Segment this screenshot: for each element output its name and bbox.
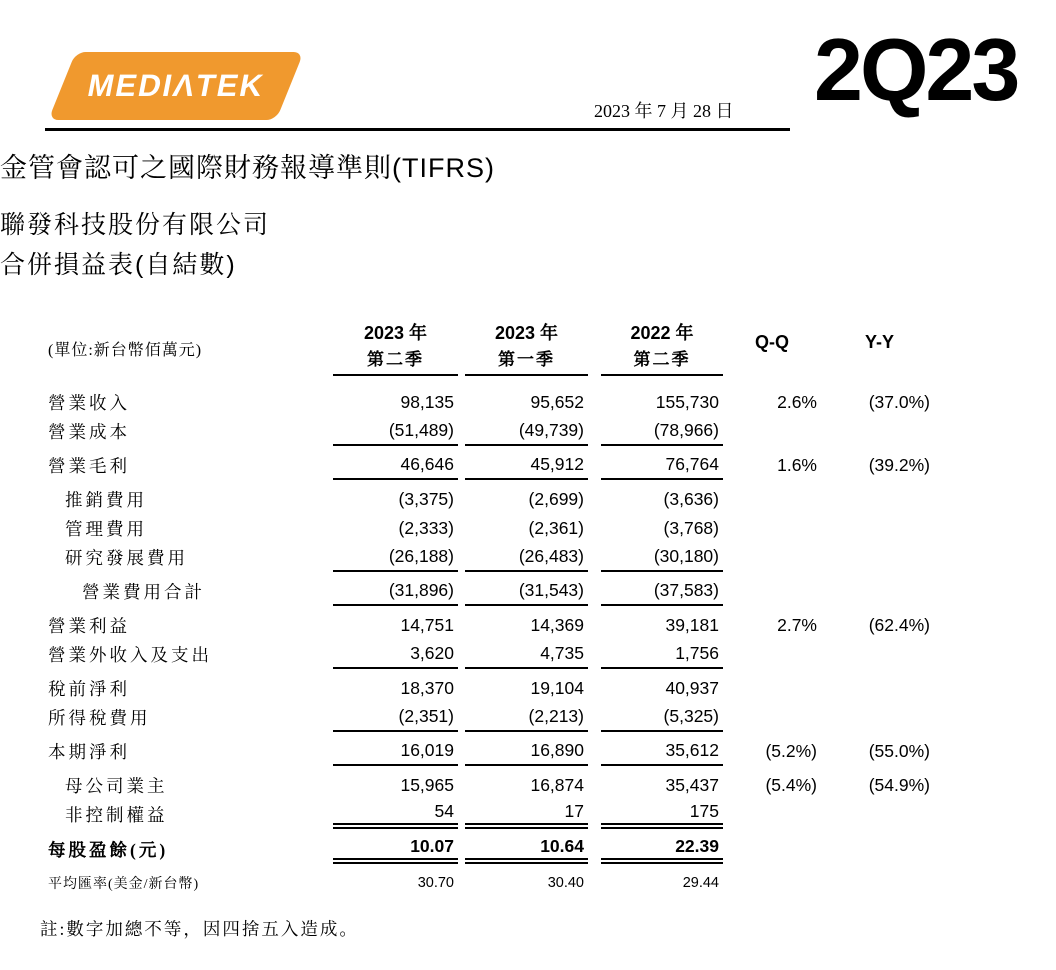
value-cell-c2: (2,699) [528, 489, 584, 509]
table-row [48, 835, 938, 864]
table-row [48, 674, 938, 703]
value-cell-c2: 16,890 [465, 737, 588, 766]
report-date: 2023 年 7 月 28 日 [594, 101, 734, 121]
qq-cell [723, 514, 821, 543]
value-cell-c1: 3,620 [333, 640, 458, 669]
value-cell-c3: (37,583) [601, 577, 723, 606]
value-cell-c1: (51,489) [333, 417, 458, 446]
value-cell-c1: (2,333) [398, 518, 454, 538]
value-cell-c2: (31,543) [465, 577, 588, 606]
row-label: 營業費用合計 [82, 582, 205, 602]
unit-label: (單位:新台幣佰萬元) [48, 341, 203, 359]
yy-cell [821, 835, 938, 864]
yy-cell [821, 640, 938, 669]
value-cell-c2: 19,104 [530, 678, 584, 698]
qq-cell: (5.4%) [765, 775, 817, 795]
qq-cell: 1.6% [777, 455, 817, 475]
yy-cell [821, 800, 938, 829]
yy-cell: (37.0%) [868, 392, 930, 412]
column-header-2023q1: 2023 年 第一季 [465, 308, 588, 376]
table-row [48, 577, 938, 606]
value-cell-c1: 30.70 [417, 875, 454, 891]
yy-cell: (54.9%) [868, 775, 930, 795]
value-cell-c1: (2,351) [333, 703, 458, 732]
table-row [48, 543, 938, 572]
yy-cell [821, 674, 938, 703]
row-label: 非控制權益 [65, 805, 168, 825]
yy-cell: (39.2%) [868, 455, 930, 475]
table-row [48, 870, 938, 896]
value-cell-c3: 155,730 [655, 392, 719, 412]
value-cell-c1: (26,188) [333, 543, 458, 572]
value-cell-c3: (3,636) [663, 489, 719, 509]
value-cell-c2: (2,213) [465, 703, 588, 732]
mediatek-logo [48, 52, 303, 120]
value-cell-c3: 29.44 [682, 875, 719, 891]
table-row [48, 514, 938, 543]
row-label: 營業成本 [48, 422, 130, 442]
qq-cell [723, 800, 821, 829]
qq-cell [723, 577, 821, 606]
value-cell-c1: 54 [333, 800, 458, 829]
footnote: 註:數字加總不等，因四捨五入造成。 [40, 919, 359, 939]
value-cell-c1: 18,370 [400, 678, 454, 698]
value-cell-c3: (3,768) [663, 518, 719, 538]
value-cell-c3: (78,966) [601, 417, 723, 446]
value-cell-c2: (2,361) [528, 518, 584, 538]
value-cell-c1: 16,019 [333, 737, 458, 766]
qq-cell: (5.2%) [765, 741, 817, 761]
value-cell-c1: (31,896) [333, 577, 458, 606]
qq-cell [723, 674, 821, 703]
qq-cell [723, 543, 821, 572]
table-row [48, 771, 938, 800]
yy-cell [821, 417, 938, 446]
yy-cell [821, 485, 938, 514]
row-label: 營業外收入及支出 [48, 645, 212, 665]
yy-cell [821, 870, 938, 896]
qq-cell [723, 640, 821, 669]
value-cell-c2: 30.40 [547, 875, 584, 891]
table-row [48, 737, 938, 766]
qq-cell [723, 835, 821, 864]
value-cell-c3: 35,437 [665, 775, 719, 795]
value-cell-c2: 45,912 [465, 451, 588, 480]
value-cell-c3: 76,764 [601, 451, 723, 480]
row-label: 研究發展費用 [65, 548, 188, 568]
yy-cell [821, 703, 938, 732]
income-statement-table [48, 308, 938, 896]
qq-cell [723, 870, 821, 896]
row-label: 推銷費用 [65, 490, 147, 510]
column-header-2022q2: 2022 年 第二季 [601, 308, 723, 376]
row-label: 每股盈餘(元) [48, 840, 169, 860]
mediatek-logo-text: MEDIΛTEK [84, 68, 268, 103]
yy-cell [821, 514, 938, 543]
row-label: 營業利益 [48, 616, 130, 636]
table-body [48, 388, 938, 896]
column-header-yy: Y-Y [864, 331, 894, 352]
row-label: 本期淨利 [48, 742, 130, 762]
value-cell-c1: 46,646 [333, 451, 458, 480]
table-row [48, 485, 938, 514]
table-row [48, 417, 938, 446]
row-label: 營業收入 [48, 393, 130, 413]
table-row [48, 703, 938, 732]
value-cell-c2: 10.64 [465, 835, 588, 864]
value-cell-c3: 40,937 [665, 678, 719, 698]
row-label: 稅前淨利 [48, 679, 130, 699]
yy-cell: (55.0%) [868, 741, 930, 761]
value-cell-c3: 175 [601, 800, 723, 829]
value-cell-c2: 17 [465, 800, 588, 829]
qq-cell [723, 703, 821, 732]
title-standard: 金管會認可之國際財務報導準則(TIFRS) [0, 153, 495, 183]
title-statement: 合併損益表(自結數) [0, 251, 237, 279]
value-cell-c3: 35,612 [601, 737, 723, 766]
value-cell-c2: 16,874 [530, 775, 584, 795]
value-cell-c3: (5,325) [601, 703, 723, 732]
column-header-2023q2: 2023 年 第二季 [333, 308, 458, 376]
qq-cell: 2.6% [777, 392, 817, 412]
yy-cell [821, 577, 938, 606]
table-row [48, 640, 938, 669]
table-header-row [48, 308, 938, 376]
row-label: 營業毛利 [48, 456, 130, 476]
value-cell-c1: 15,965 [400, 775, 454, 795]
column-header-qq: Q-Q [755, 331, 789, 352]
quarter-badge: 2Q23 [814, 20, 1018, 119]
title-company: 聯發科技股份有限公司 [0, 211, 271, 239]
value-cell-c2: (49,739) [465, 417, 588, 446]
table-row [48, 800, 938, 829]
value-cell-c3: 22.39 [601, 835, 723, 864]
table-row [48, 388, 938, 417]
table-row [48, 611, 938, 640]
value-cell-c1: 14,751 [400, 615, 454, 635]
qq-cell [723, 417, 821, 446]
value-cell-c1: 98,135 [400, 392, 454, 412]
yy-cell [821, 543, 938, 572]
qq-cell: 2.7% [777, 615, 817, 635]
row-label: 管理費用 [65, 519, 147, 539]
value-cell-c1: (3,375) [398, 489, 454, 509]
value-cell-c3: 1,756 [601, 640, 723, 669]
header-rule [45, 128, 790, 131]
row-label: 母公司業主 [65, 776, 168, 796]
row-label: 平均匯率(美金/新台幣) [48, 877, 200, 892]
value-cell-c3: 39,181 [665, 615, 719, 635]
value-cell-c1: 10.07 [333, 835, 458, 864]
yy-cell: (62.4%) [868, 615, 930, 635]
table-row [48, 451, 938, 480]
row-label: 所得稅費用 [48, 708, 151, 728]
value-cell-c2: (26,483) [465, 543, 588, 572]
qq-cell [723, 485, 821, 514]
value-cell-c2: 4,735 [465, 640, 588, 669]
value-cell-c3: (30,180) [601, 543, 723, 572]
value-cell-c2: 14,369 [530, 615, 584, 635]
value-cell-c2: 95,652 [530, 392, 584, 412]
